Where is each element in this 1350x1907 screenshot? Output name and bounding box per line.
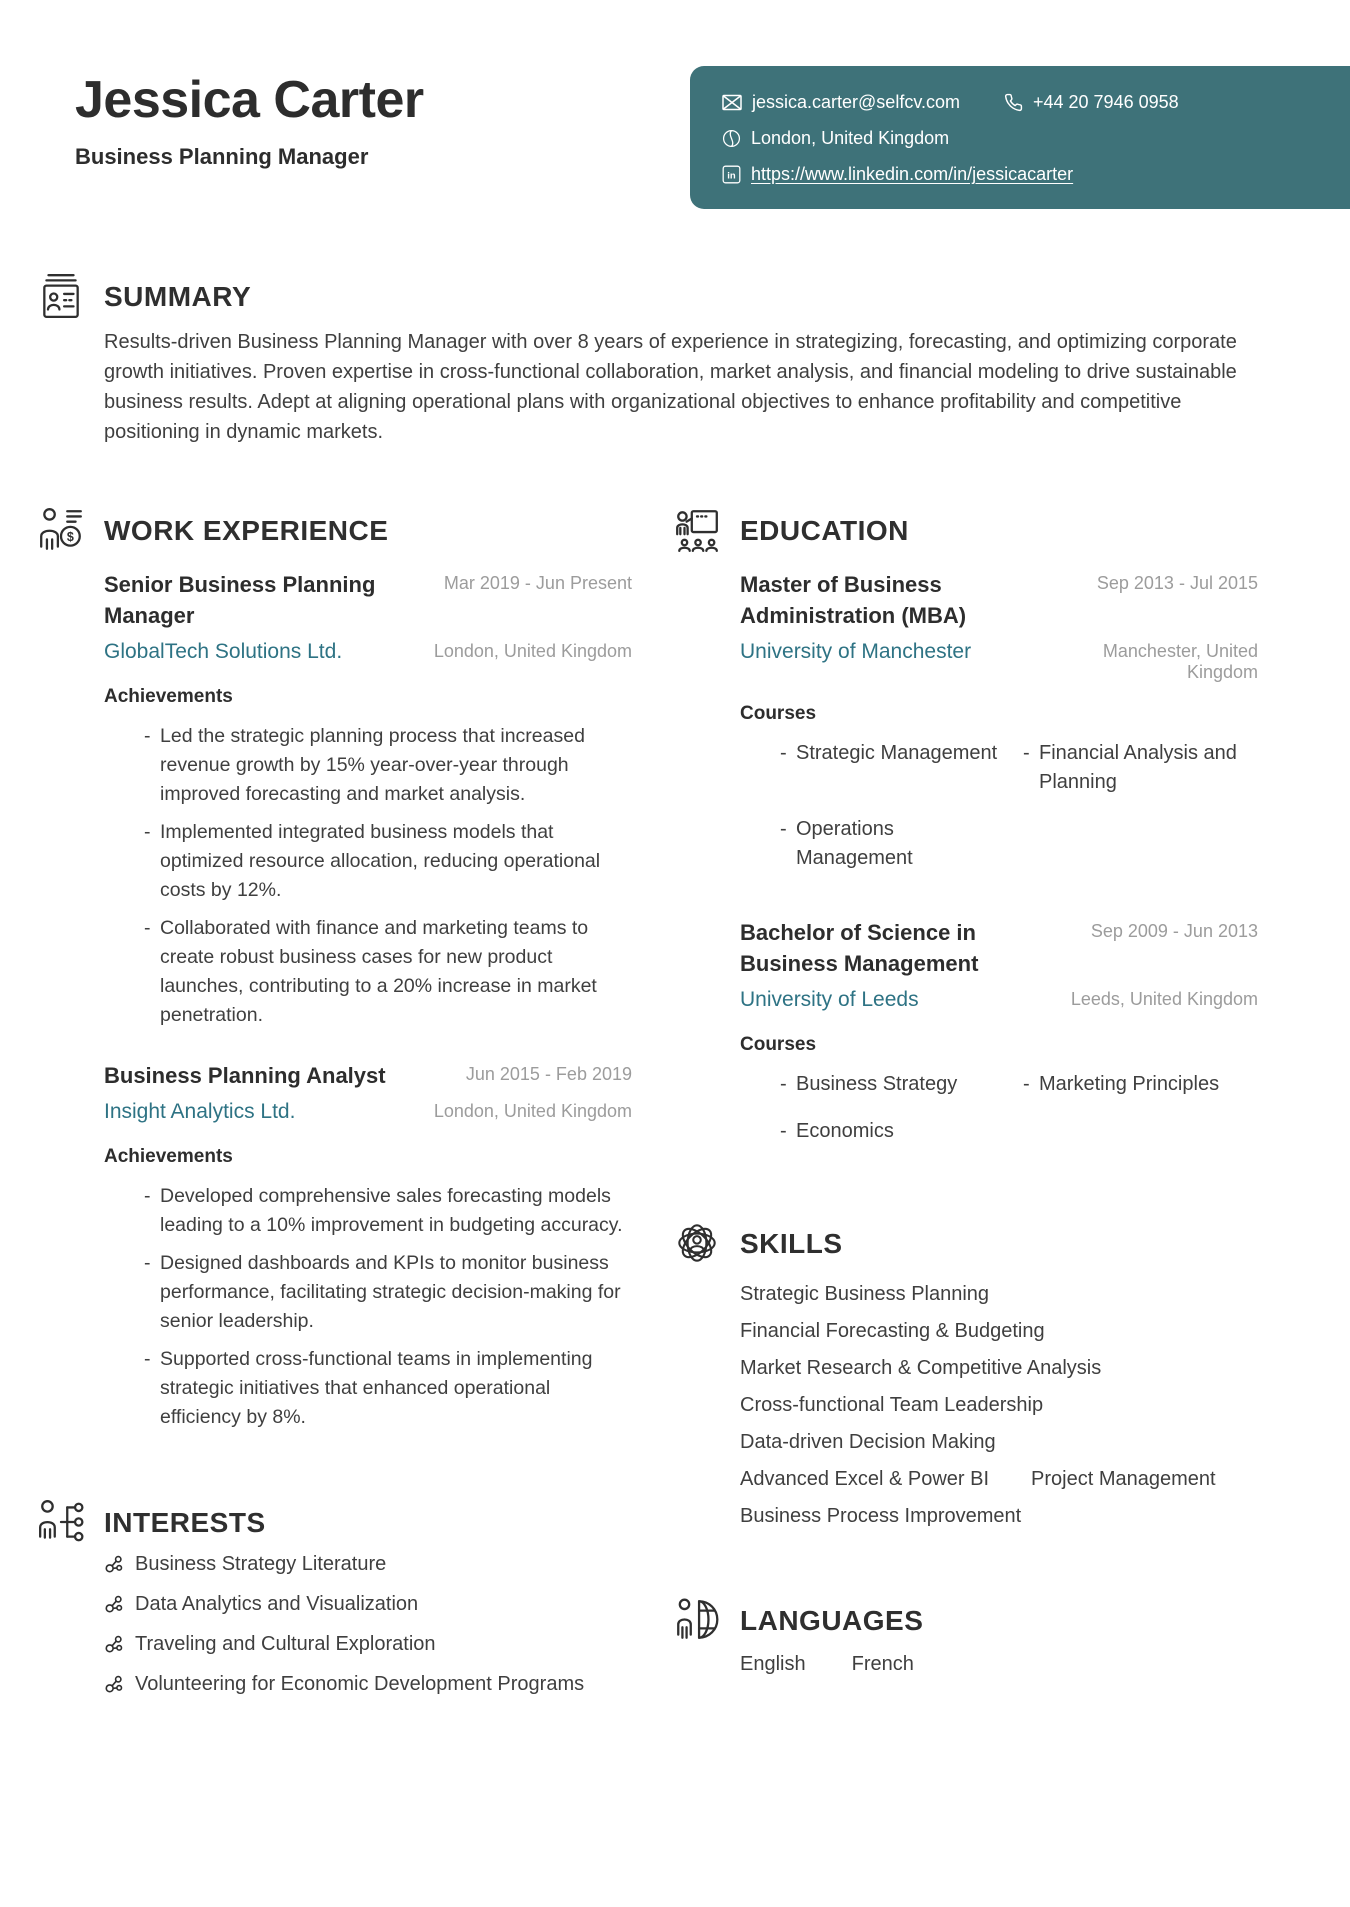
skills-heading: SKILLS bbox=[740, 1228, 843, 1259]
skills-list bbox=[740, 1276, 1258, 1535]
degree-location: Leeds, United Kingdom bbox=[1070, 989, 1258, 1009]
phone-text: +44 20 7946 0958 bbox=[1032, 92, 1179, 112]
work-experience-icon bbox=[36, 505, 86, 555]
header bbox=[0, 0, 1350, 209]
degree-title: Master of Business Administration (MBA) bbox=[740, 572, 967, 628]
courses-label: Courses bbox=[740, 1034, 817, 1055]
job-entry bbox=[104, 1060, 632, 1432]
contact-card bbox=[690, 66, 1350, 209]
skill-item: Advanced Excel & Power BI bbox=[740, 1468, 990, 1490]
languages-heading: LANGUAGES bbox=[740, 1605, 924, 1636]
interest-label: Volunteering for Economic Development Programs bbox=[135, 1673, 585, 1695]
work-experience-section bbox=[36, 505, 632, 1441]
contact-row-1 bbox=[722, 92, 1320, 113]
globe-icon bbox=[722, 129, 741, 148]
degree-school[interactable]: University of Manchester bbox=[740, 640, 972, 663]
course-item: - Economics bbox=[780, 1117, 1015, 1146]
candidate-name: Jessica Carter bbox=[75, 71, 424, 129]
main-columns bbox=[0, 505, 1350, 1713]
course-item: - Operations Management bbox=[780, 815, 1015, 873]
interests-icon bbox=[36, 1497, 86, 1547]
skills-icon bbox=[672, 1218, 722, 1268]
contact-email bbox=[722, 92, 960, 113]
job-location: London, United Kingdom bbox=[433, 1101, 632, 1121]
share-nodes-icon bbox=[104, 1555, 123, 1574]
interests-section bbox=[36, 1497, 632, 1713]
interest-item bbox=[104, 1593, 632, 1616]
degree-school[interactable]: University of Leeds bbox=[740, 988, 919, 1011]
courses-label: Courses bbox=[740, 703, 817, 724]
interest-label: Data Analytics and Visualization bbox=[135, 1593, 419, 1615]
job-title: Senior Business Planning Manager bbox=[104, 572, 376, 628]
achievements-label: Achievements bbox=[104, 1146, 233, 1167]
degree-title: Bachelor of Science in Business Management bbox=[740, 920, 979, 976]
courses-list bbox=[740, 1070, 1258, 1164]
svg-text:in: in bbox=[727, 170, 736, 182]
interest-item bbox=[104, 1633, 632, 1656]
work-experience-heading: WORK EXPERIENCE bbox=[104, 515, 389, 546]
identity-block bbox=[0, 0, 424, 170]
course-item: - Strategic Management bbox=[780, 739, 1015, 797]
job-dates: Jun 2015 - Feb 2019 bbox=[465, 1064, 632, 1084]
achievement-item: - Supported cross-functional teams in implementing strategic initiatives that enhanced operational efficiency by 8%. bbox=[144, 1345, 632, 1432]
summary-section bbox=[0, 209, 1350, 447]
skill-item: Business Process Improvement bbox=[740, 1505, 1022, 1527]
skill-item: Cross-functional Team Leadership bbox=[740, 1394, 1044, 1416]
left-column bbox=[0, 505, 654, 1713]
location-text: London, United Kingdom bbox=[751, 128, 950, 148]
job-location: London, United Kingdom bbox=[433, 641, 632, 661]
language-item: French bbox=[851, 1653, 914, 1675]
degree-entry bbox=[740, 569, 1258, 891]
degree-entry bbox=[740, 917, 1258, 1164]
contact-row-3 bbox=[722, 164, 1320, 185]
share-nodes-icon bbox=[104, 1635, 123, 1654]
achievements-list bbox=[104, 722, 632, 1030]
interests-list bbox=[104, 1553, 632, 1696]
language-item: English bbox=[740, 1653, 806, 1675]
email-text: jessica.carter@selfcv.com bbox=[752, 92, 960, 112]
job-entry bbox=[104, 569, 632, 1030]
achievements-list bbox=[104, 1182, 632, 1432]
interest-item bbox=[104, 1553, 632, 1576]
achievement-item: - Implemented integrated business models that optimized resource allocation, reducing operational costs by 12%. bbox=[144, 818, 632, 905]
education-section bbox=[672, 505, 1258, 1164]
interests-heading: INTERESTS bbox=[104, 1507, 266, 1538]
skill-item: Market Research & Competitive Analysis bbox=[740, 1357, 1102, 1379]
languages-icon bbox=[672, 1595, 722, 1645]
skill-item: Financial Forecasting & Budgeting bbox=[740, 1320, 1045, 1342]
right-column bbox=[654, 505, 1350, 1713]
contact-row-2 bbox=[722, 128, 1320, 149]
contact-location bbox=[722, 128, 949, 149]
job-dates: Mar 2019 - Jun Present bbox=[443, 573, 632, 593]
achievement-item: - Led the strategic planning process that increased revenue growth by 15% year-over-year through improved forecasting and market analysis. bbox=[144, 722, 632, 809]
languages-list bbox=[740, 1653, 1258, 1676]
degree-dates: Sep 2013 - Jul 2015 bbox=[1096, 573, 1258, 593]
contact-linkedin bbox=[722, 164, 1073, 185]
job-company[interactable]: GlobalTech Solutions Ltd. bbox=[104, 640, 343, 663]
skills-section bbox=[672, 1218, 1258, 1535]
share-nodes-icon bbox=[104, 1595, 123, 1614]
linkedin-icon bbox=[722, 165, 741, 184]
achievements-label: Achievements bbox=[104, 686, 233, 707]
courses-list bbox=[740, 739, 1258, 891]
interest-label: Business Strategy Literature bbox=[135, 1553, 387, 1575]
summary-heading: SUMMARY bbox=[104, 281, 252, 312]
summary-icon bbox=[36, 271, 86, 321]
degree-dates: Sep 2009 - Jun 2013 bbox=[1090, 921, 1258, 941]
interest-item bbox=[104, 1673, 632, 1696]
course-item: - Financial Analysis and Planning bbox=[1023, 739, 1258, 797]
interest-label: Traveling and Cultural Exploration bbox=[135, 1633, 436, 1655]
svg-text:$: $ bbox=[66, 529, 74, 544]
skill-item: Project Management bbox=[1031, 1468, 1216, 1490]
phone-icon bbox=[1004, 93, 1023, 112]
education-heading: EDUCATION bbox=[740, 515, 909, 546]
candidate-title: Business Planning Manager bbox=[75, 144, 369, 169]
education-icon bbox=[672, 505, 722, 555]
course-item: - Business Strategy bbox=[780, 1070, 1015, 1099]
linkedin-link[interactable]: https://www.linkedin.com/in/jessicacarter bbox=[751, 164, 1074, 184]
skill-item: Data-driven Decision Making bbox=[740, 1431, 996, 1453]
course-item: - Marketing Principles bbox=[1023, 1070, 1258, 1099]
contact-phone bbox=[1004, 92, 1179, 113]
email-icon bbox=[722, 94, 742, 111]
job-title: Business Planning Analyst bbox=[104, 1063, 386, 1088]
achievement-item: - Collaborated with finance and marketing teams to create robust business cases for new product launches, contributing to a 20% increase in market penetration. bbox=[144, 914, 632, 1030]
job-company[interactable]: Insight Analytics Ltd. bbox=[104, 1100, 296, 1123]
skill-item: Strategic Business Planning bbox=[740, 1283, 990, 1305]
summary-text: Results-driven Business Planning Manager with over 8 years of experience in strategizing, forecasting, and optimizing corporate growth initiatives. Proven expertise in cross-functional collaboration, market analysis, and financial modeling to drive sustainable business results. Adept at aligning operational plans with organizational objectives to enhance profitability and competitive positioning in dynamic markets. bbox=[104, 331, 1237, 443]
achievement-item: - Designed dashboards and KPIs to monitor business performance, facilitating strategic decision-making for senior leadership. bbox=[144, 1249, 632, 1336]
achievement-item: - Developed comprehensive sales forecasting models leading to a 10% improvement in budgeting accuracy. bbox=[144, 1182, 632, 1240]
languages-section bbox=[672, 1595, 1258, 1676]
degree-location: Manchester, United Kingdom bbox=[1102, 641, 1258, 682]
share-nodes-icon bbox=[104, 1675, 123, 1694]
